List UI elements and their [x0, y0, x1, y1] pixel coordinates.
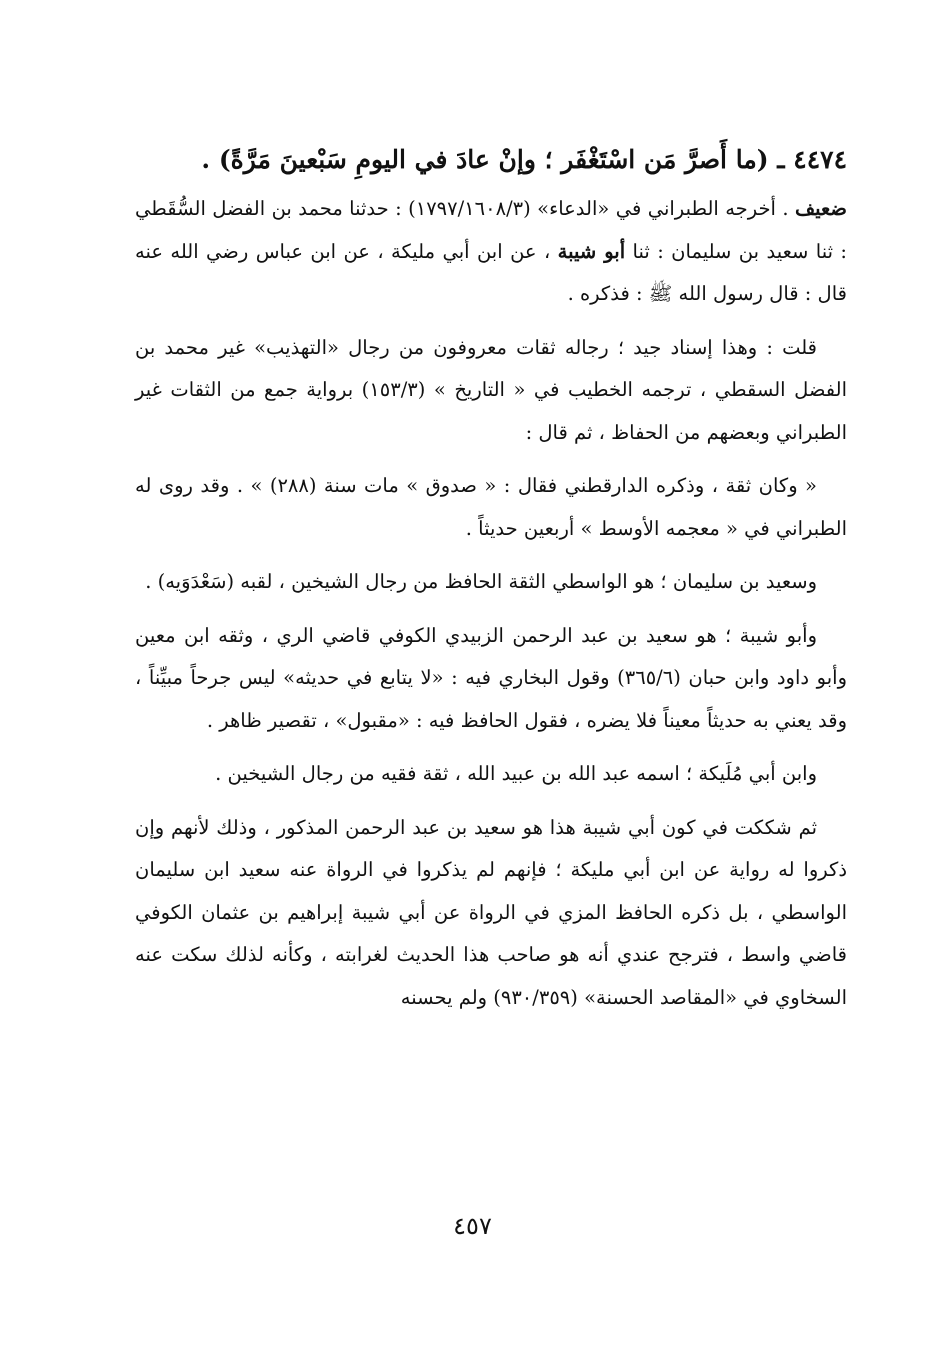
- paragraph-ibn-abi-mulayka: وابن أبي مُلَيكة ؛ اسمه عبد الله بن عبيد الله ، ثقة فقيه من رجال الشيخين .: [215, 762, 817, 785]
- grading-word: ضعيف: [794, 197, 847, 220]
- page-number: ٤٥٧: [453, 1212, 492, 1240]
- takhrij-text-b: ، عن ابن أبي مليكة ، عن ابن عباس رضي الله عنه قال : قال رسول الله ﷺ : فذكره .: [135, 239, 847, 305]
- paragraph-takhrij: [135, 188, 847, 316]
- narrator-name: أبو شيبة: [557, 239, 626, 263]
- hadith-heading: ٤٤٧٤ ـ (ما أَصرَّ مَن اسْتَغْفَر ؛ وإنْ عادَ في اليومِ سَبْعينَ مَرَّةً) .: [201, 145, 847, 174]
- paragraph-quote-khatib: « وكان ثقة ، وذكره الدارقطني فقال : « صدوق » مات سنة (٢٨٨) » . وقد روى له الطبراني في « معجمه الأوسط » أربعين حديثاً .: [135, 474, 847, 540]
- paragraph-abu-shayba: وأبو شيبة ؛ هو سعيد بن عبد الرحمن الزبيدي الكوفي قاضي الري ، وثقه ابن معين وأبو داود وابن حبان (٣٦٥/٦) وقول البخاري فيه : «لا يتابع في حديثه» ليس جرحاً مبيِّناً ، وقد يعني به حديثاً معيناً فلا يضره ، فقول الحافظ فيه : «مقبول» ، تقصير ظاهر .: [135, 623, 847, 732]
- paragraph-isnad-assessment: قلت : وهذا إسناد جيد ؛ رجاله ثقات معروفون من رجال «التهذيب» غير محمد بن الفضل السقطي ، ترجمه الخطيب في « التاريخ » (١٥٣/٣) برواية جمع من الثقات غير الطبراني وبعضهم من الحفاظ ، ثم قال :: [135, 335, 848, 444]
- paragraph-said-ibn-sulayman: وسعيد بن سليمان ؛ هو الواسطي الثقة الحافظ من رجال الشيخين ، لقبه (سَعْدَوَيه) .: [145, 570, 817, 593]
- paragraph-doubt: ثم شككت في كون أبي شيبة هذا هو سعيد بن عبد الرحمن المذكور ، وذلك لأنهم وإن ذكروا له رواية عن ابن أبي مليكة ؛ فإنهم لم يذكروا في الرواة عنه سعيد ابن سليمان الواسطي ، بل ذكره الحافظ المزي في الرواة عن أبي شيبة إبراهيم بن عثمان الكوفي قاضي واسط ، فترجح عندي أنه هو صاحب هذا الحديث لغرابته ، وكأنه لذلك سكت عنه السخاوي في «المقاصد الحسنة» (٩٣٠/٣٥٩) ولم يحسنه: [135, 815, 847, 1009]
- takhrij-text-a: . أخرجه الطبراني في «الدعاء» (١٧٩٧/١٦٠٨/٣) : حدثنا محمد بن الفضل السُّقَطي : ثنا سعيد بن سليمان : ثنا: [135, 197, 847, 263]
- page-body: [135, 138, 847, 1030]
